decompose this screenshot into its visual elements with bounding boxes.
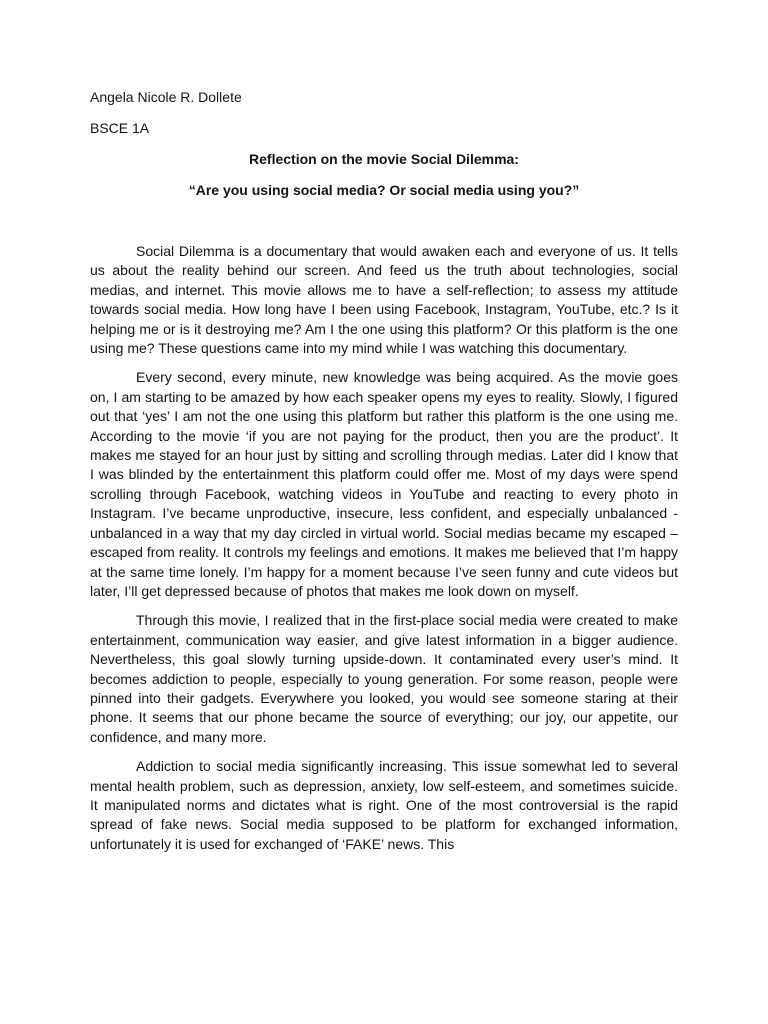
author-name: Angela Nicole R. Dollete [90, 89, 242, 105]
paragraph-1: Social Dilemma is a documentary that would awaken each and everyone of us. It tells us about the reality behind our screen. And feed us the truth about technologies, social medias, and internet. This movie allows me to have a self-reflection; to assess my attitude towards social media. How long have I been using Facebook, Instagram, YouTube, etc.? Is it helping me or is it destroying me? Am I the one using this platform? Or this platform is the one using me? These questions came into my mind while I was watching this documentary. [90, 243, 678, 357]
paragraph-3: Through this movie, I realized that in the first-place social media were created to make entertainment, communication way easier, and give latest information in a bigger audience. Nevertheless, this goal slowly turning upside-down. It contaminated every user’s mind. It becomes addiction to people, especially to young generation. For some reason, people were pinned into their gadgets. Everywhere you looked, you would see someone staring at their phone. It seems that our phone became the source of everything; our joy, our appetite, our confidence, and many more. [90, 612, 678, 745]
course-section: BSCE 1A [90, 120, 150, 136]
document-title: Reflection on the movie Social Dilemma: [249, 151, 519, 167]
document-page [90, 88, 678, 864]
paragraph-4: Addiction to social media significantly increasing. This issue somewhat led to several mental health problem, such as depression, anxiety, low self-esteem, and sometimes suicide. It manipulated norms and dictates what is right. One of the most controversial is the rapid spread of fake news. Social media supposed to be platform for exchanged information, unfortunately it is used for exchanged of ‘FAKE’ news. This [90, 758, 678, 852]
document-subtitle: “Are you using social media? Or social media using you?” [188, 182, 580, 198]
paragraph-2: Every second, every minute, new knowledge was being acquired. As the movie goes on, I am starting to be amazed by how each speaker opens my eyes to reality. Slowly, I figured out that ‘yes’ I am not the one using this platform but rather this platform is the one using me. According to the movie ‘if you are not paying for the product, then you are the product’. It makes me stayed for an hour just by sitting and scrolling through medias. Later did I know that I was blinded by the entertainment this platform could offer me. Most of my days were spend scrolling through Facebook, watching videos in YouTube and reacting to every photo in Instagram. I’ve became unproductive, insecure, less confident, and especially unbalanced - unbalanced in a way that my day circled in virtual world. Social medias became my escaped – escaped from reality. It controls my feelings and emotions. It makes me believed that I’m happy at the same time lonely. I’m happy for a moment because I’ve seen funny and cute videos but later, I’ll get depressed because of photos that makes me look down on myself. [90, 369, 679, 599]
